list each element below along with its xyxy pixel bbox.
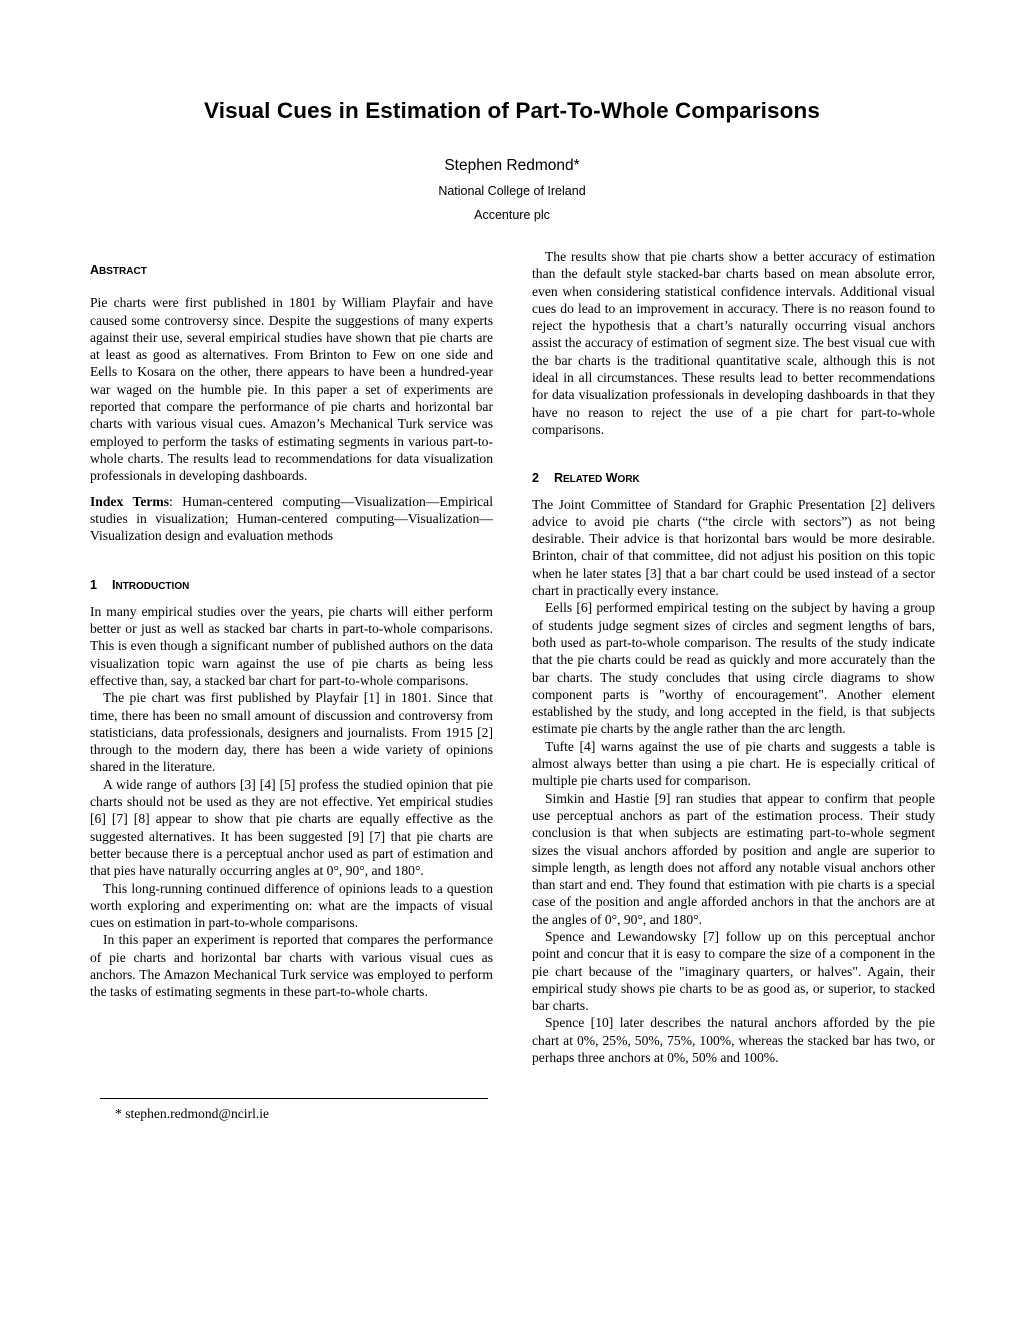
footnote-email: * stephen.redmond@ncirl.ie xyxy=(115,1106,270,1121)
intro-paragraph-4: This long-running continued difference of opinions leads to a question worth exploring and experimenting on: what are the impacts of visual cues on estimation in part-to-whole comparisons. xyxy=(90,880,493,931)
section-2-heading-initial-1: R xyxy=(553,471,563,486)
abstract-heading-rest: BSTRACT xyxy=(99,266,147,277)
affiliation-1: National College of Ireland xyxy=(438,184,586,198)
section-2-number: 2 xyxy=(532,471,539,486)
index-terms-label: Index Terms xyxy=(90,493,170,509)
section-2-heading-rest-2: ORK xyxy=(617,474,640,486)
related-paragraph-3: Tufte [4] warns against the use of pie charts and suggests a table is almost always better than using a pie chart. He is especially critical of multiple pie charts used for comparison. xyxy=(532,738,935,789)
intro-paragraph-1: In many empirical studies over the years, pie charts will either perform better or just as well as stacked bar charts in part-to-whole comparisons. This is even though a significant number of published authors on the data visualization topic warn against the use of pie charts as being less effective than, say, a stacked bar chart for part-to-whole comparisons. xyxy=(90,603,493,688)
section-1-heading xyxy=(90,577,493,595)
intro-paragraph-5: In this paper an experiment is reported that compares the performance of pie charts and horizontal bar charts with various visual cues as anchors. The Amazon Mechanical Turk service was employed to perform the tasks of estimating segments in these part-to-whole charts. xyxy=(90,932,493,1000)
intro-paragraph-3: A wide range of authors [3] [4] [5] profess the studied opinion that pie charts should not be used as they are not effective. Yet empirical studies [6] [7] [8] appear to show that pie charts are equally effective as the suggested alternatives. It has been suggested [9] [7] that pie charts are better because there is a perceptual anchor used as part of estimation and that pies have naturally occurring angles at 0°, 90°, and 180°. xyxy=(90,776,493,879)
right-column xyxy=(532,248,935,1066)
author-name: Stephen Redmond* xyxy=(444,157,580,174)
left-column xyxy=(90,262,493,1001)
section-1-number: 1 xyxy=(90,578,97,593)
footnote-rule xyxy=(100,1098,488,1099)
affiliation-2: Accenture plc xyxy=(474,208,550,222)
related-paragraph-5: Spence and Lewandowsky [7] follow up on this perceptual anchor point and concur that it is easy to compare the size of a component in the pie chart because of the "imaginary quarters, or halves". Again, their empirical study shows pie charts to be as good as, or superior, to stacked bar charts. xyxy=(532,928,935,1014)
section-1-heading-rest: NTRODUCTION xyxy=(115,581,190,593)
abstract-text: Pie charts were first published in 1801 by William Playfair and have caused some controversy since. Despite the suggestions of many experts against their use, several empirical studies have shown that pie charts are at least as good as alternatives. From Brinton to Few on one side and Eells to Kosara on the other, there appears to have been a hundred-year war waged on the humble pie. In this paper a set of experiments are reported that compare the performance of pie charts and horizontal bar charts with various visual cues. Amazon’s Mechanical Turk service was employed to perform the tasks of estimating segments in various part-to-whole charts. The results lead to recommendations for data visualization professionals in developing dashboards. xyxy=(90,295,493,484)
abstract-heading xyxy=(90,262,493,280)
section-2-heading xyxy=(532,470,935,488)
section-1-heading-initial: I xyxy=(111,578,116,593)
related-paragraph-2: Eells [6] performed empirical testing on the subject by having a group of students judge segment sizes of circles and segment lengths of bars, both used as part-to-whole comparison. The results of the study indicate that the pie charts could be read as quickly and more accurately than the bar charts. The study concludes that using circle diagrams to show component parts is "worthy of encouragement". Another element established by the study, and long accepted in the field, is that subjects estimate pie charts by the angle rather than the arc length. xyxy=(532,600,935,737)
index-terms xyxy=(90,493,493,545)
related-paragraph-1: The Joint Committee of Standard for Graphic Presentation [2] delivers advice to avoid pie charts (“the circle with sectors”) as not being desirable. Their advice is that horizontal bars would be more desirable. Brinton, chair of that committee, did not adjust his position on this topic when he later states [3] that a bar chart could be used instead of a sector chart in practically every instance. xyxy=(532,496,935,599)
abstract-heading-initial: A xyxy=(90,263,100,277)
paper-title: Visual Cues in Estimation of Part-To-Whole Comparisons xyxy=(204,98,820,123)
section-2-heading-initial-2: W xyxy=(605,471,618,486)
related-paragraph-6: Spence [10] later describes the natural anchors afforded by the pie chart at 0%, 25%, 50%, 75%, 100%, whereas the stacked bar has two, or perhaps three anchors at 0%, 50% and 100%. xyxy=(532,1015,935,1066)
intro-paragraph-2: The pie chart was first published by Playfair [1] in 1801. Since that time, there has been no small amount of discussion and controversy from statisticians, data professionals, designers and journalists. From 1915 [2] through to the modern day, there has been a wide variety of opinions shared in the literature. xyxy=(90,690,493,775)
results-paragraph: The results show that pie charts show a better accuracy of estimation than the default style stacked-bar charts based on mean absolute error, even when considering statistical confidence intervals. Additional visual cues do lead to an improvement in accuracy. There is no reason found to reject the hypothesis that a chart’s naturally occurring visual anchors assist the accuracy of estimation of segment size. The best visual cue with the bar charts is the traditional quantitative scale, although this is not ideal in all circumstances. These results lead to better recommendations for data visualization professionals in developing dashboards in that they have no reason to reject the use of a pie chart for part-to-whole comparisons. xyxy=(532,249,935,437)
index-terms-text: : Human-centered computing—Visualization—Empirical studies in visualization; Human-centered computing—Visualization—Visualization design and evaluation methods xyxy=(90,493,493,544)
section-2-heading-rest-1: ELATED xyxy=(562,474,603,486)
related-paragraph-4: Simkin and Hastie [9] ran studies that appear to confirm that people use perceptual anchors as part of the estimation process. Their study conclusion is that when subjects are estimating part-to-whole segment sizes the visual anchors afforded by position and angle are superior to simple length, as length does not afford any notable visual anchors other than start and end. They found that estimation with pie charts is a special case of the position and angle afforded anchors in that the anchors are at the angles of 0°, 90°, and 180°. xyxy=(532,790,935,927)
